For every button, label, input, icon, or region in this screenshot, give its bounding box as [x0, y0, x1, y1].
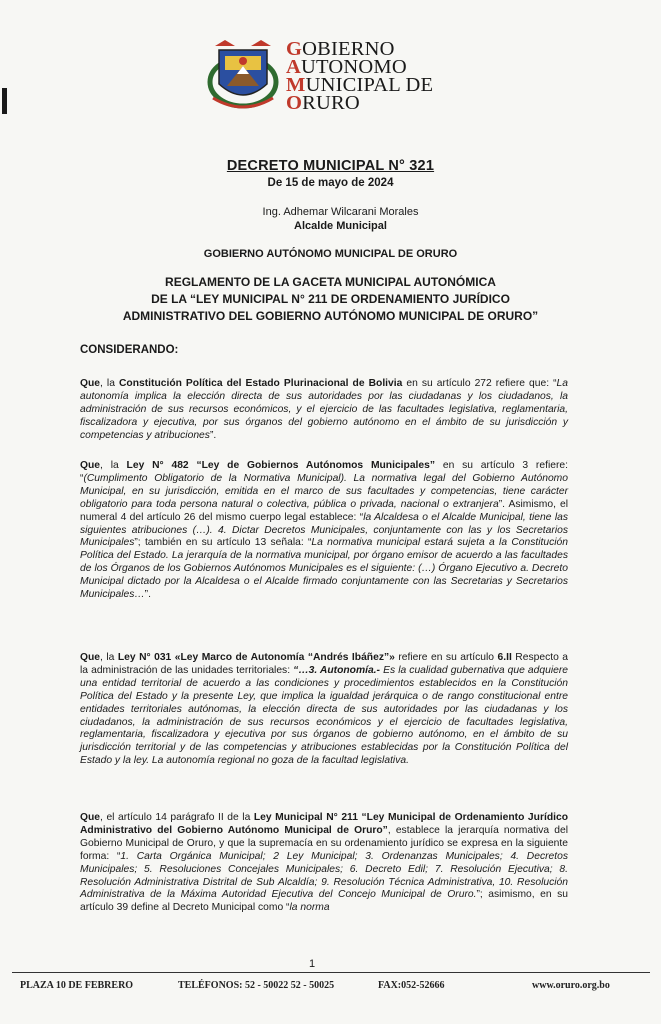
- paragraph-constitution: Que, la Constitución Política del Estado Plurinacional de Bolivia en su artículo 272 refiere que: “La autonomía implica la elección directa de sus autoridades por las ciudadanas y los ciudadanos, la administración de sus recursos económicos, y el ejercicio de las facultades legislativa, reglamentaria, fiscalizadora y ejecutiva, por sus órganos del gobierno autónomo en el ámbito de su jurisdicción y competencias y atribuciones”.: [80, 378, 568, 441]
- mayor-name: Ing. Adhemar Wilcarani Morales: [262, 206, 419, 218]
- regulation-title-line: REGLAMENTO DE LA GACETA MUNICIPAL AUTONÓMICA: [165, 275, 496, 289]
- paragraph-law-482: Que, la Ley N° 482 “Ley de Gobiernos Autónomos Municipales” en su artículo 3 refiere: “(Cumplimento Obligatorio de la Normativa Municipal). La normativa legal del Gobierno Autónomo Municipal, en su jurisdicción, emitida en el marco de sus facultades y competencias, tiene carácter obligatorio para toda persona natural o colectiva, pública o privada, nacional o extranjera”. Asimismo, el numeral 4 del artículo 26 del mismo cuerpo legal establece: “la Alcaldesa o el Alcalde Municipal, tiene las siguientes atribuciones (…). 4. Dictar Decretos Municipales, conjuntamente con las y los Secretarios Municipales”; también en su artículo 13 señala: “La normativa municipal estará sujeta a la Constitución Política del Estado. La jerarquía de la normativa municipal, por órgano emisor de acuerdo a las facultades de los Órganos de los Gobiernos Autónomos Municipales es el siguiente: (…) Órgano Ejecutivo a. Decreto Municipal dictado por la Alcaldesa o el Alcalde firmado conjuntamente con las Secretarias y Secretarios Municipales…”.: [80, 460, 568, 601]
- decree-date: De 15 de mayo de 2024: [267, 177, 394, 189]
- considering-heading: CONSIDERANDO:: [80, 344, 179, 356]
- regulation-title-line: DE LA “LEY MUNICIPAL N° 211 DE ORDENAMIENTO JURÍDICO: [151, 292, 510, 306]
- page-number: 1: [309, 958, 316, 970]
- government-name: GOBIERNO AUTÓNOMO MUNICIPAL DE ORURO: [203, 248, 458, 260]
- brand-line-1: GOBIERNO: [286, 38, 395, 60]
- regulation-title-line: ADMINISTRATIVO DEL GOBIERNO AUTÓNOMO MUNICIPAL DE ORURO”: [122, 309, 539, 323]
- footer-fax: FAX:052-52666: [378, 980, 445, 991]
- mayor-role: Alcalde Municipal: [294, 220, 387, 232]
- paragraph-law-031: Que, la Ley N° 031 «Ley Marco de Autonomía “Andrés Ibáñez”» refiere en su artículo 6.II Respecto a la administración de las unidades territoriales: “…3. Autonomía.- Es la cualidad gubernativa que adquiere una entidad territorial de acuerdo a las condiciones y procedimientos establecidos en la Constitución Política del Estado y la presente Ley, que implica la igualdad jerárquica o de rango constitucional entre entidades territoriales autónomas, la elección directa de sus autoridades por las ciudadanas y los ciudadanos, la administración de sus recursos económicos y el ejercicio de facultades legislativa, reglamentaria, fiscalizadora y ejecutiva por sus órganos de gobierno autónomo, en el ámbito de su jurisdicción territorial y de las competencias y atribuciones establecidas por la Constitución Política del Estado y la ley. La autonomía regional no goza de la facultad legislativa.: [80, 652, 569, 767]
- paragraph-law-211: Que, el artículo 14 parágrafo II de la Ley Municipal N° 211 “Ley Municipal de Ordenamiento Jurídico Administrativo del Gobierno Autónomo Municipal de Oruro”, establece la jerarquía normativa del Gobierno Municipal de Oruro, y que la supremacía en su ordenamiento jurídico se expresa en la siguiente forma: “1. Carta Orgánica Municipal; 2 Ley Municipal; 3. Ordenanzas Municipales; 4. Decretos Municipales; 5. Resoluciones Concejales Municipales; 6. Decreto Edil; 7. Resolución Ejecutiva; 8. Resolución Administrativa Distrital de Sub Alcaldía; 9. Resolución Técnica Administrativa, 10. Resolución Administrativa de la Máxima Autoridad Ejecutiva del Concejo Municipal de Oruro.”; asimismo, en su artículo 39 define al Decreto Municipal como “la norma: [80, 812, 568, 914]
- footer-phones: TELÉFONOS: 52 - 50022 52 - 50025: [178, 980, 335, 991]
- brand-line-4: ORURO: [286, 92, 360, 114]
- regulation-title: [0, 274, 661, 325]
- brand-line-2: AUTONOMO: [286, 56, 407, 78]
- brand-wordmark: [286, 40, 433, 112]
- footer-address: PLAZA 10 DE FEBRERO: [20, 980, 134, 991]
- footer-website: www.oruro.org.bo: [532, 980, 610, 991]
- coat-of-arms-logo: [205, 36, 281, 114]
- footer-divider: [12, 972, 650, 973]
- scan-margin-mark: [2, 88, 7, 114]
- brand-line-3: MUNICIPAL DE: [286, 74, 434, 96]
- decree-title: DECRETO MUNICIPAL N° 321: [226, 158, 435, 174]
